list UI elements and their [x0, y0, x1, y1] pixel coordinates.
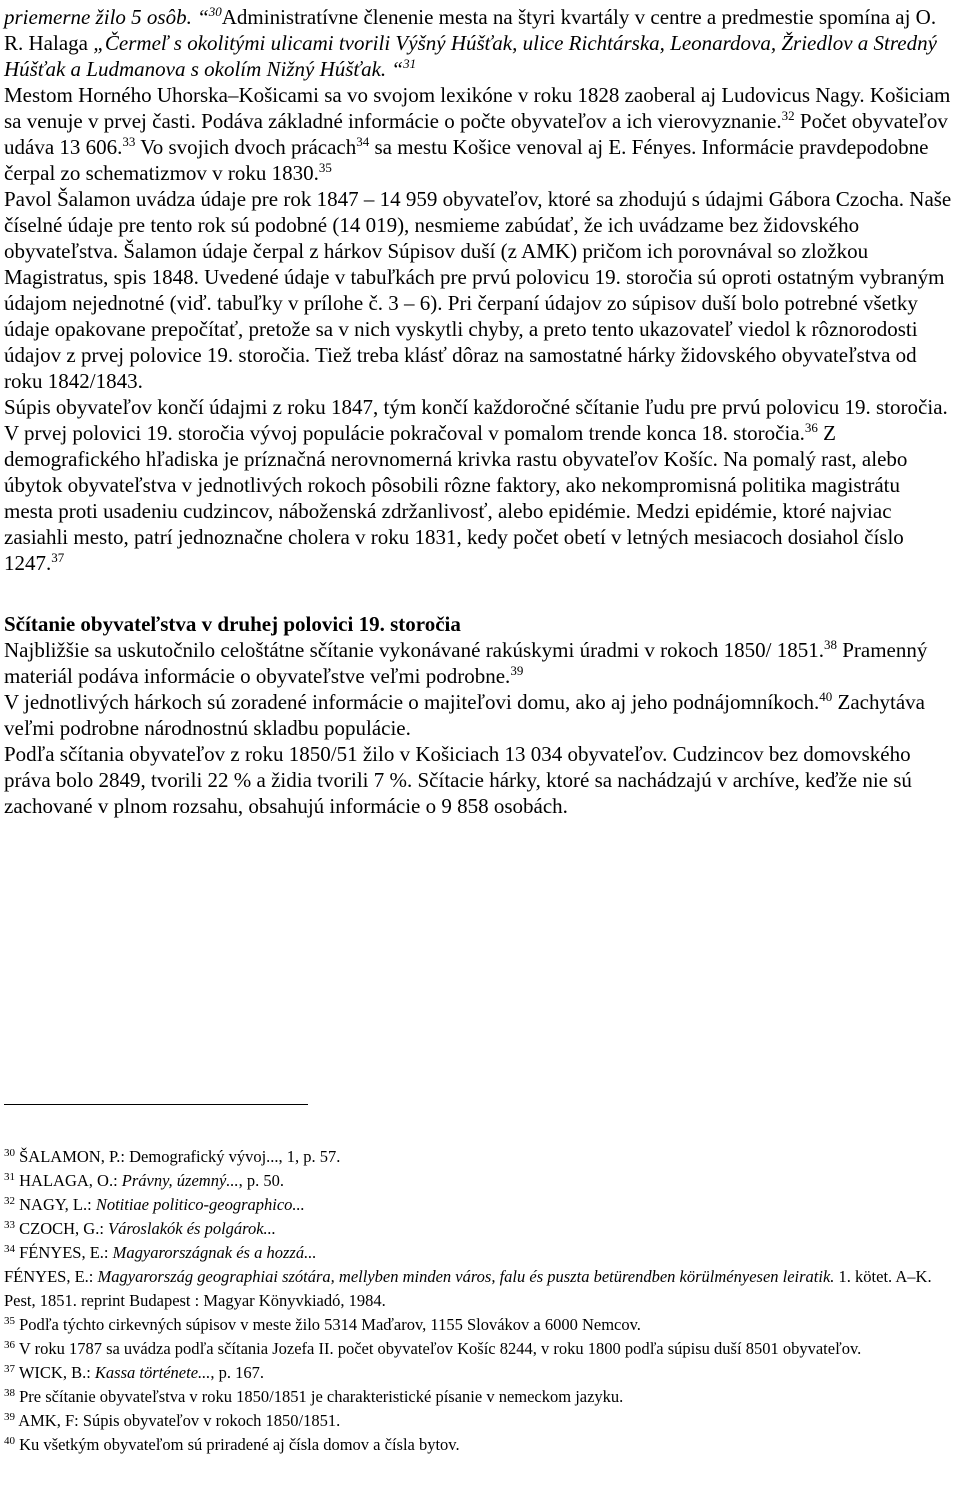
footnote-ref: 37 [4, 1363, 15, 1375]
body-paragraph-4 [4, 394, 954, 576]
text-run: CZOCH, G.: [15, 1219, 109, 1238]
italic-text: Notitiae politico-geographico... [95, 1195, 305, 1214]
text-run: , p. 50. [238, 1171, 285, 1190]
footnote-37 [4, 1361, 954, 1385]
footnote-ref: 40 [819, 689, 833, 704]
body-paragraph-5 [4, 637, 954, 689]
text-run: WICK, B.: [15, 1363, 95, 1382]
text-run: Podľa sčítania obyvateľov z roku 1850/51 žilo v Košiciach 13 034 obyvateľov. Cudzincov bez domovského práva bolo 2849, tvorili 22 % a židia tvorili 7 %. Sčítacie hárky, ktoré sa nachádzajú v archíve, keďže nie sú zachované v plnom rozsahu, obsahujú informácie o 9 858 osobách. [4, 742, 912, 818]
footnote-ref: 30 [4, 1147, 15, 1159]
footnote-ref: 33 [4, 1219, 15, 1231]
text-run: HALAGA, O.: [15, 1171, 122, 1190]
text-run: FÉNYES, E.: [15, 1243, 113, 1262]
italic-text: „Čermeľ s okolitými ulicami tvorili Výšný Húšťak, ulice Richtárska, Leonardova, Žriedlov a Stredný Húšťak a Ludmanova s okolím Nižný Húšťak. “ [4, 31, 937, 81]
body-paragraph-7 [4, 741, 954, 819]
body-paragraph-3 [4, 186, 954, 394]
footnote-ref: 33 [122, 134, 136, 149]
footnote-30 [4, 1145, 954, 1169]
text-run: , p. 167. [210, 1363, 265, 1382]
text-run: Ku všetkým obyvateľom sú priradené aj čísla domov a čísla bytov. [15, 1435, 460, 1454]
text-run: AMK, F: Súpis obyvateľov v rokoch 1850/1851. [15, 1411, 341, 1430]
footnote-ref: 32 [4, 1195, 15, 1207]
footnote-31 [4, 1169, 954, 1193]
italic-text: Városlakók és polgárok... [108, 1219, 276, 1238]
footnote-40 [4, 1433, 954, 1457]
text-run: V jednotlivých hárkoch sú zoradené informácie o majiteľovi domu, ako aj jeho podnájomníkoch. [4, 690, 820, 714]
text-run: ŠALAMON, P.: Demografický vývoj..., 1, p. 57. [15, 1147, 341, 1166]
footnote-separator [4, 1104, 308, 1105]
text-run: Z demografického hľadiska je príznačná nerovnomerná krivka rastu obyvateľov Košíc. Na pomalý rast, alebo úbytok obyvateľstva v jednotlivých rokoch pôsobili rôzne faktory, ako nekompromisná politika magistrátu mesta proti usadeniu cudzincov, náboženská zdržanlivosť, alebo epidémie. Medzi epidémie, ktoré najviac zasiahli mesto, patrí jednoznačne cholera v roku 1831, kedy počet obetí v letných mesiacoch dosiahol číslo 1247. [4, 421, 908, 575]
footnote-ref: 35 [4, 1315, 15, 1327]
footnote-ref: 32 [781, 108, 795, 123]
text-run: FÉNYES, E.: [4, 1267, 98, 1286]
footnote-ref: 30 [208, 4, 222, 19]
footnote-33 [4, 1217, 954, 1241]
section-heading: Sčítanie obyvateľstva v druhej polovici 19. storočia [4, 612, 461, 636]
italic-text: priemerne žilo 5 osôb. “ [4, 5, 209, 29]
footnote-ref: 37 [51, 550, 65, 565]
text-run: Podľa týchto cirkevných súpisov v meste žilo 5314 Maďarov, 1155 Slovákov a 6000 Nemcov. [15, 1315, 641, 1334]
italic-text: Kassa története... [94, 1363, 211, 1382]
text-run: Pre sčítanie obyvateľstva v roku 1850/1851 je charakteristické písanie v nemeckom jazyku. [15, 1387, 624, 1406]
footnote-ref: 39 [510, 663, 524, 678]
footnote-ref: 31 [4, 1171, 15, 1183]
body-paragraph-2 [4, 82, 954, 186]
footnote-ref: 40 [4, 1435, 15, 1447]
footnote-ref: 36 [4, 1339, 15, 1351]
footnote-ref: 36 [804, 420, 818, 435]
footnote-ref: 34 [4, 1243, 15, 1255]
footnote-36 [4, 1337, 954, 1361]
text-run: sa mestu Košice venoval aj E. Fényes. Informácie pravdepodobne čerpal zo schematizmov v roku 1830. [4, 135, 929, 185]
footnote-34-continued [4, 1265, 954, 1313]
text-run: Súpis obyvateľov končí údajmi z roku 1847, tým končí každoročné sčítanie ľudu pre prvú polovicu 19. storočia. V prvej polovici 19. storočia vývoj populácie pokračoval v pomalom trende konca 18. storočia. [4, 395, 948, 445]
footnote-32 [4, 1193, 954, 1217]
footnotes [4, 1145, 954, 1457]
footnote-34 [4, 1241, 954, 1265]
footnote-39 [4, 1409, 954, 1433]
text-run: Pramenný materiál podáva informácie o obyvateľstve veľmi podrobne. [4, 638, 928, 688]
text-run: Administratívne členenie mesta na štyri kvartály v centre a predmestie spomína aj O. R. Halaga [4, 5, 937, 55]
footnote-ref: 39 [4, 1411, 15, 1423]
footnote-38 [4, 1385, 954, 1409]
body-paragraph-6 [4, 689, 954, 741]
text-run: Mestom Horného Uhorska–Košicami sa vo svojom lexikóne v roku 1828 zaoberal aj Ludovicus Nagy. Košiciam sa venuje v prvej časti. Podáva základné informácie o počte obyvateľov a ich vierovyznanie. [4, 83, 951, 133]
italic-text: Právny, územný... [121, 1171, 239, 1190]
italic-text: Magyarországnak és a hozzá... [112, 1243, 317, 1262]
italic-text: Magyarország geographiai szótára, mellyben minden város, falu és puszta betürendben körülményesen leiratik. [97, 1267, 835, 1286]
footnote-ref: 35 [318, 160, 332, 175]
body-text [4, 4, 954, 819]
footnote-ref: 34 [356, 134, 370, 149]
text-run: Vo svojich dvoch prácach [135, 135, 357, 159]
body-paragraph-1 [4, 4, 954, 82]
footnote-ref: 31 [403, 56, 417, 71]
footnote-35 [4, 1313, 954, 1337]
text-run: 1. kötet. A–K. Pest, 1851. reprint Budapest : Magyar Könyvkiadó, 1984. [4, 1267, 932, 1310]
text-run: NAGY, L.: [15, 1195, 96, 1214]
footnote-ref: 38 [4, 1387, 15, 1399]
footnote-ref: 38 [823, 637, 837, 652]
text-run: V roku 1787 sa uvádza podľa sčítania Jozefa II. počet obyvateľov Košíc 8244, v roku 1800 podľa súpisu duší 8501 obyvateľov. [15, 1339, 862, 1358]
text-run: Pavol Šalamon uvádza údaje pre rok 1847 – 14 959 obyvateľov, ktoré sa zhodujú s údajmi Gábora Czocha. Naše číselné údaje pre tento rok sú podobné (14 019), nesmieme zabúdať, že ich uvádzame bez židovského obyvateľstva. Šalamon údaje čerpal z hárkov Súpisov duší (z AMK) pričom ich porovnával so zložkou Magistratus, spis 1848. Uvedené údaje v tabuľkách pre prvú polovicu 19. storočia sú oproti ostatným vybraným údajom nejednotné (viď. tabuľky v prílohe č. 3 – 6). Pri čerpaní údajov zo súpisov duší bolo potrebné všetky údaje opakovane prepočítať, pretože sa v nich vyskytli chyby, a preto tento ukazovateľ viedol k rôznorodosti údajov z prvej polovice 19. storočia. Tiež treba klásť dôraz na samostatné hárky židovského obyvateľstva od roku 1842/1843. [4, 187, 952, 393]
text-run: Najbližšie sa uskutočnilo celoštátne sčítanie vykonávané rakúskymi úradmi v rokoch 1850/ 1851. [4, 638, 824, 662]
document-page [4, 4, 954, 819]
text-run: Počet obyvateľov udáva 13 606. [4, 109, 948, 159]
text-run: Zachytáva veľmi podrobne národnostnú skladbu populácie. [4, 690, 925, 740]
